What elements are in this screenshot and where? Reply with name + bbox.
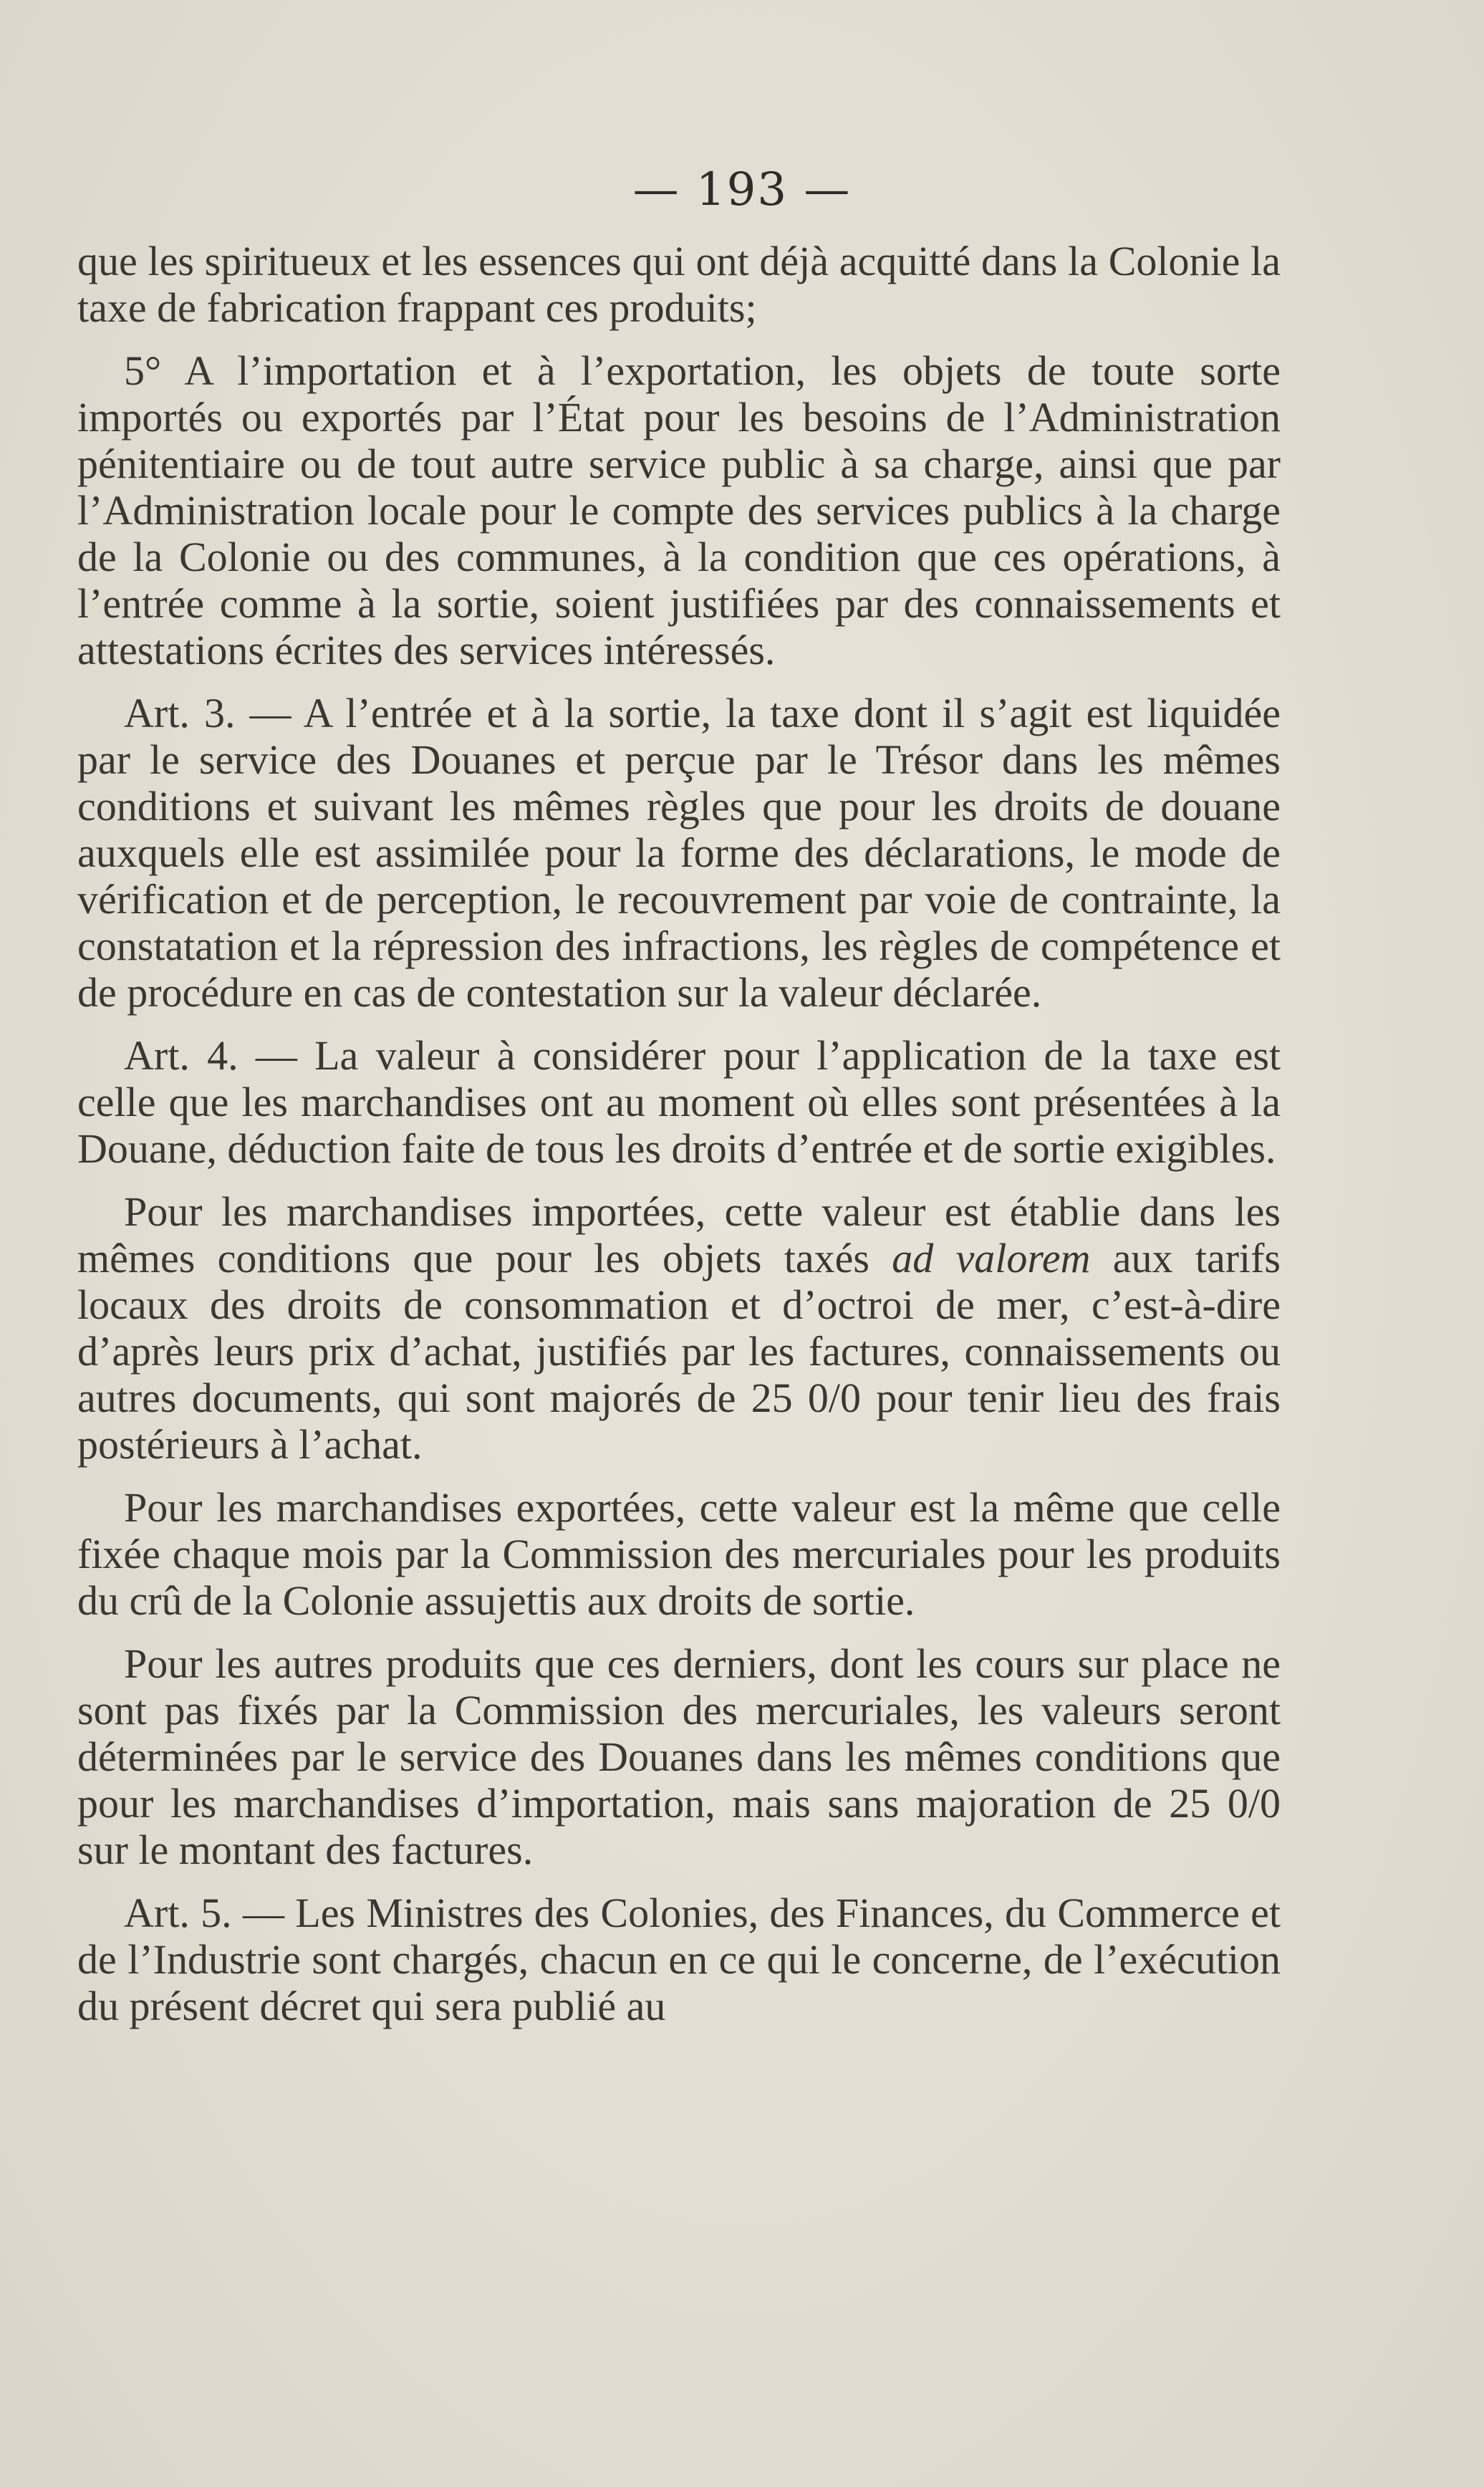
body-text [77, 238, 1281, 2046]
page-number: — 193 — [632, 163, 852, 216]
paragraph-article-5: Art. 5. — Les Ministres des Colonies, des Finances, du Commerce et de l’Industrie sont chargés, chacun en ce qui le concerne, de l’exécution du présent décret qui sera publié au [77, 1890, 1281, 2029]
italic-term: ad valorem [892, 1235, 1091, 1281]
paragraph-imported-goods [77, 1188, 1281, 1468]
paragraph-item-5: 5° A l’importation et à l’exportation, les objets de toute sorte importés ou exportés par l’État pour les besoins de l’Administration pénitentiaire ou de tout autre service public à sa charge, ainsi que par l’Administration locale pour le compte des services publics à la charge de la Colonie ou des communes, à la condition que ces opérations, à l’entrée comme à la sortie, soient justifiées par des connaissements et attestations écrites des services intéressés. [77, 347, 1281, 673]
paragraph-continuation: que les spiritueux et les essences qui ont déjà acquitté dans la Colonie la taxe de fabrication frappant ces produits; [77, 238, 1281, 331]
text-segment: Pour les marchandises importées, cette valeur est établie dans les mêmes conditions que pour les objets taxés [77, 1188, 1281, 1281]
paragraph-article-3: Art. 3. — A l’entrée et à la sortie, la taxe dont il s’agit est liquidée par le service des Douanes et perçue par le Trésor dans les mêmes conditions et suivant les mêmes règles que pour les droits de douane auxquels elle est assimilée pour la forme des déclarations, le mode de vérification et de perception, le recouvrement par voie de contrainte, la constatation et la répression des infractions, les règles de compétence et de procédure en cas de contestation sur la valeur déclarée. [77, 690, 1281, 1016]
paragraph-exported-goods: Pour les marchandises exportées, cette valeur est la même que celle fixée chaque mois par la Commission des mercuriales pour les produits du crû de la Colonie assujettis aux droits de sortie. [77, 1484, 1281, 1624]
paragraph-article-4: Art. 4. — La valeur à considérer pour l’application de la taxe est celle que les marchandises ont au moment où elles sont présentées à la Douane, déduction faite de tous les droits d’entrée et de sortie exigibles. [77, 1032, 1281, 1172]
text-segment: aux tarifs locaux des droits de consommation et d’octroi de mer, c’est-à-dire d’après leurs prix d’achat, justifiés par les factures, connaissements ou autres documents, qui sont majorés de 25 0/0 pour tenir lieu des frais postérieurs à l’achat. [77, 1235, 1281, 1468]
paragraph-other-products: Pour les autres produits que ces derniers, dont les cours sur place ne sont pas fixés par la Commission des mercuriales, les valeurs seront déterminées par le service des Douanes dans les mêmes conditions que pour les marchandises d’importation, mais sans majoration de 25 0/0 sur le montant des factures. [77, 1640, 1281, 1873]
